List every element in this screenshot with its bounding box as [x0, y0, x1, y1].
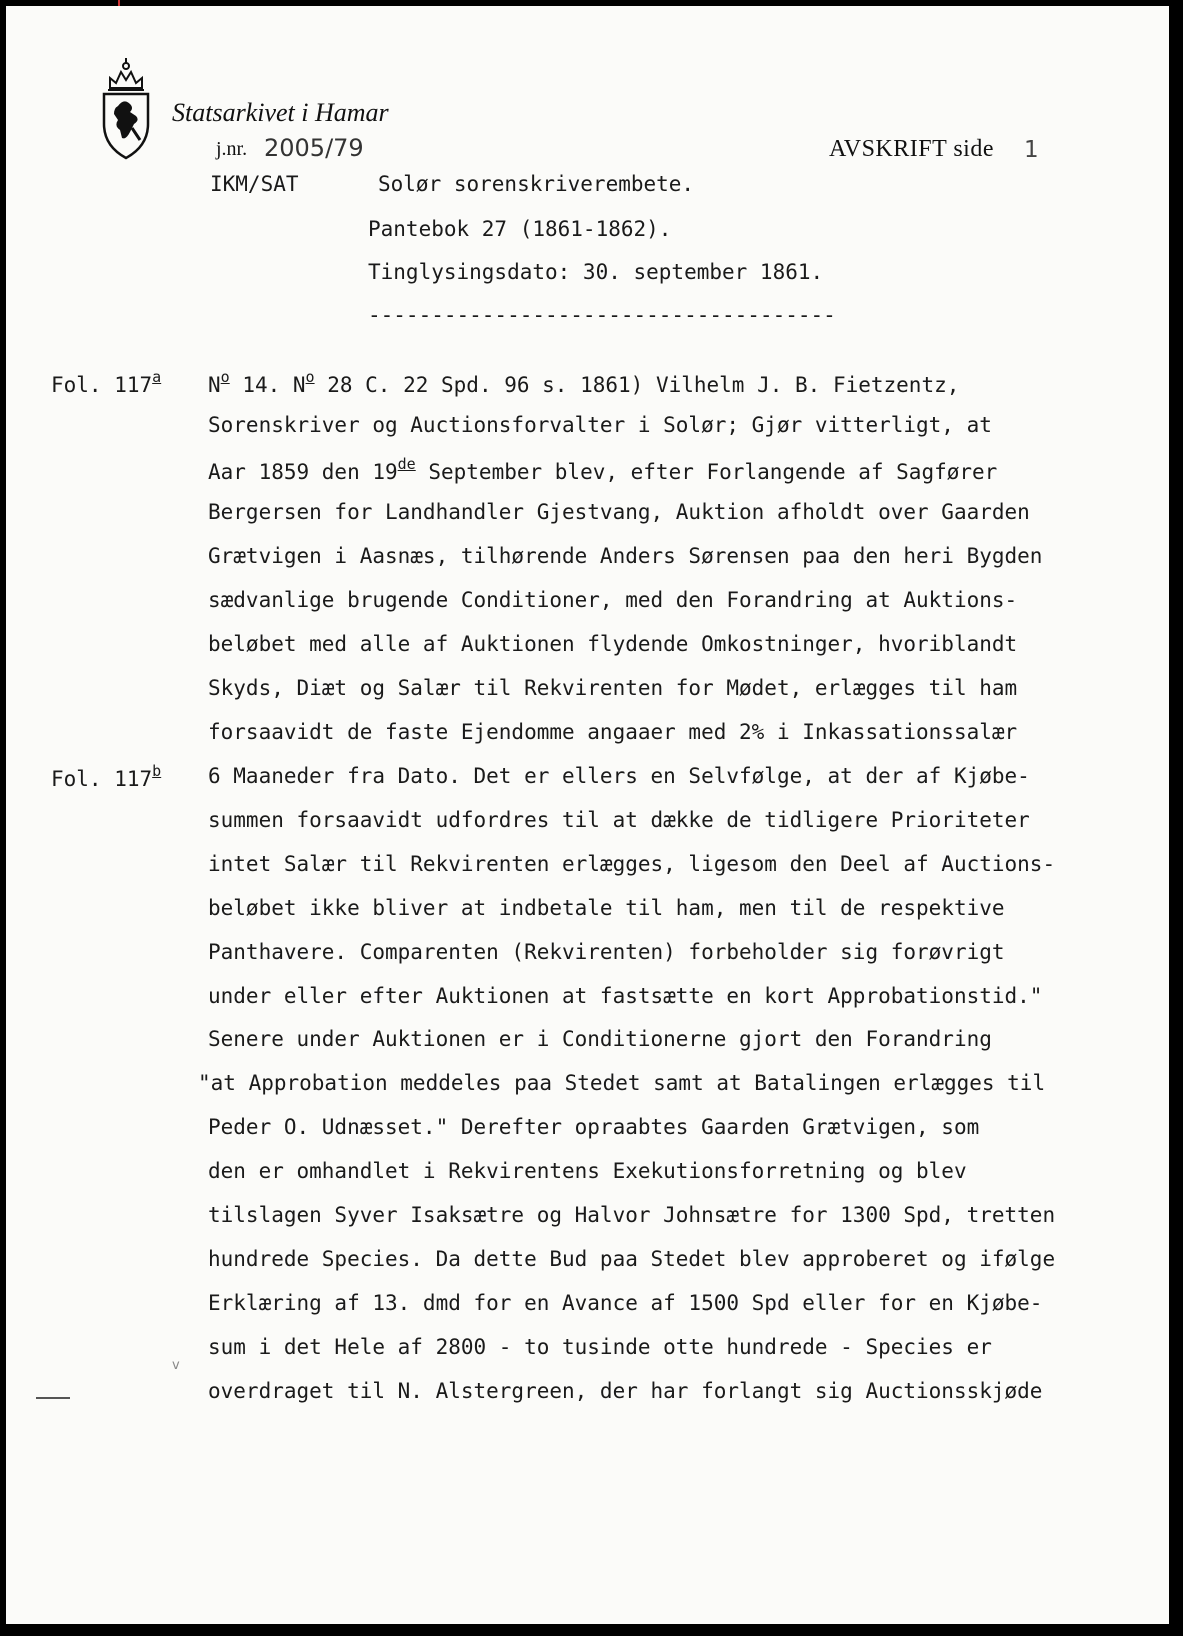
- text-line: sædvanlige brugende Conditioner, med den Forandring at Auktions-: [208, 588, 1018, 612]
- text-line: intet Salær til Rekvirenten erlægges, ligesom den Deel af Auctions-: [208, 852, 1056, 876]
- text-line: beløbet med alle af Auktionen flydende Omkostninger, hvoriblandt: [208, 632, 1018, 656]
- margin-mark: v: [172, 1358, 180, 1373]
- text-line: Aar 1859 den 19de September blev, efter Forlangende af Sagfører: [208, 455, 998, 484]
- text-line: $N^o$ 14. $N^o$ 28 C. 22 Spd. 96 s. 1861) Vilhelm J. B. Fietzentz,: [208, 368, 960, 397]
- initials: IKM/SAT: [210, 172, 299, 196]
- journal-number: 2005/79: [264, 134, 364, 162]
- text-line: forsaavidt de faste Ejendomme angaaer med 2% i Inkassationssalær: [208, 720, 1018, 744]
- text-line: den er omhandlet i Rekvirentens Exekutionsforretning og blev: [208, 1159, 967, 1183]
- text-line: summen forsaavidt udfordres til at dække de tidligere Prioriteter: [208, 808, 1030, 832]
- header-separator: -------------------------------------: [368, 303, 836, 327]
- text-line: hundrede Species. Da dette Bud paa Stedet blev approberet og ifølge: [208, 1247, 1056, 1271]
- text-line: Senere under Auktionen er i Conditionerne gjort den Forandring: [208, 1027, 992, 1051]
- margin-tick: [36, 1397, 70, 1399]
- text-line: Sorenskriver og Auctionsforvalter i Solør; Gjør vitterligt, at: [208, 413, 992, 437]
- text-line: sum i det Hele af 2800 - to tusinde otte hundrede - Species er: [208, 1335, 992, 1359]
- text-line: Grætvigen i Aasnæs, tilhørende Anders Sørensen paa den heri Bygden: [208, 544, 1043, 568]
- text-line: Peder O. Udnæsset." Derefter opraabtes Gaarden Grætvigen, som: [208, 1115, 980, 1139]
- journal-label: j.nr.: [216, 138, 248, 160]
- text-line: tilslagen Syver Isaksætre og Halvor Johnsætre for 1300 Spd, tretten: [208, 1203, 1056, 1227]
- text-line: beløbet ikke bliver at indbetale til ham, men til de respektive: [208, 896, 1005, 920]
- registration-date: Tinglysingsdato: 30. september 1861.: [368, 260, 824, 284]
- text-line: "at Approbation meddeles paa Stedet samt at Batalingen erlægges til: [198, 1071, 1046, 1095]
- institution-name: Statsarkivet i Hamar: [172, 98, 389, 127]
- text-line: Skyds, Diæt og Salær til Rekvirenten for Mødet, erlægges til ham: [208, 676, 1018, 700]
- page-number: 1: [1024, 137, 1039, 163]
- coat-of-arms-icon: [96, 54, 156, 166]
- folio-ref: Fol. 117$^b$: [51, 762, 162, 791]
- office-name: Solør sorenskriverembete.: [378, 172, 695, 196]
- text-line: overdraget til N. Alstergreen, der har forlangt sig Auctionsskjøde: [208, 1379, 1043, 1403]
- text-line: under eller efter Auktionen at fastsætte en kort Approbationstid.": [208, 984, 1043, 1008]
- text-line: Bergersen for Landhandler Gjestvang, Auktion afholdt over Gaarden: [208, 500, 1030, 524]
- document-type: AVSKRIFT side: [829, 136, 994, 162]
- text-line: Panthavere. Comparenten (Rekvirenten) forbeholder sig forøvrigt: [208, 940, 1005, 964]
- text-line: 6 Maaneder fra Dato. Det er ellers en Selvfølge, at der af Kjøbe-: [208, 764, 1030, 788]
- text-line: Erklæring af 13. dmd for en Avance af 1500 Spd eller for en Kjøbe-: [208, 1291, 1043, 1315]
- volume-title: Pantebok 27 (1861-1862).: [368, 217, 672, 241]
- folio-ref: Fol. 117$^a$: [51, 368, 162, 397]
- document-page: [6, 6, 1169, 1624]
